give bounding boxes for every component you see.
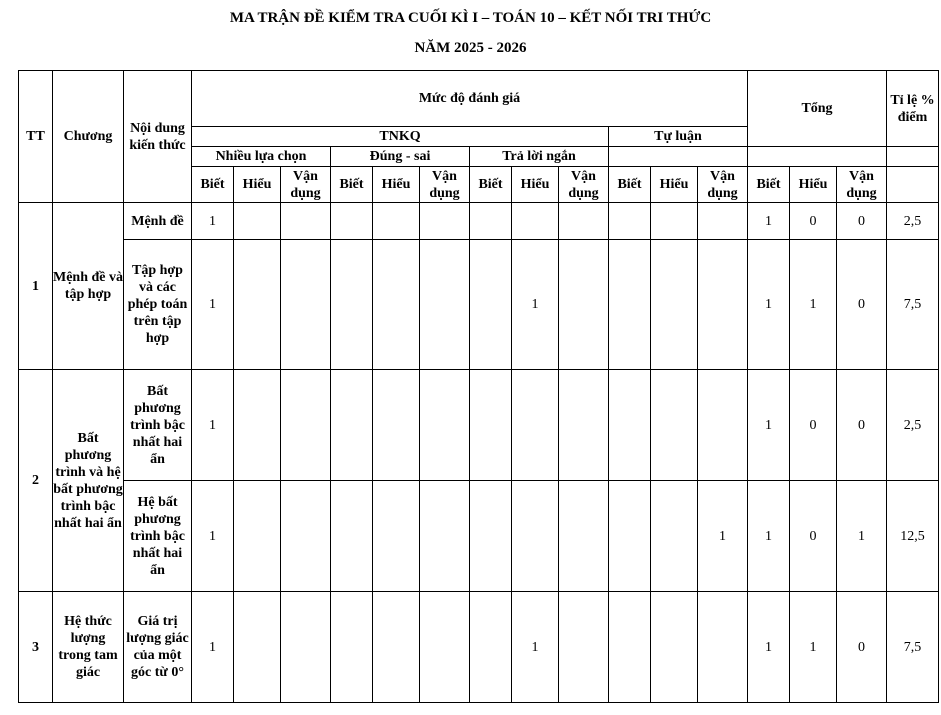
header-noi-dung: Nội dung kiến thức: [124, 71, 192, 203]
cell-tong-van-dung: 1: [837, 481, 887, 592]
cell-tong-hieu: 0: [790, 370, 837, 481]
cell-value: [281, 592, 331, 703]
cell-value: 1: [192, 203, 234, 240]
cell-value: [559, 240, 609, 370]
cell-tong-van-dung: 0: [837, 203, 887, 240]
header-hieu: Hiểu: [790, 167, 837, 203]
header-tu-luan-spacer: [609, 147, 748, 167]
cell-value: [420, 481, 470, 592]
header-biet: Biết: [192, 167, 234, 203]
cell-value: [512, 481, 559, 592]
header-tt: TT: [19, 71, 53, 203]
cell-value: [470, 240, 512, 370]
cell-value: [331, 203, 373, 240]
cell-value: 1: [512, 592, 559, 703]
header-van-dung: Vận dụng: [281, 167, 331, 203]
cell-value: [373, 240, 420, 370]
cell-ti-le: 7,5: [887, 240, 939, 370]
cell-value: [420, 203, 470, 240]
cell-tong-van-dung: 0: [837, 592, 887, 703]
cell-tong-hieu: 0: [790, 203, 837, 240]
cell-noi-dung: Tập hợp và các phép toán trên tập hợp: [124, 240, 192, 370]
cell-noi-dung: Giá trị lượng giác của một góc từ 0°: [124, 592, 192, 703]
header-tu-luan: Tự luận: [609, 127, 748, 147]
cell-chuong: Bất phương trình và hệ bất phương trình bậc nhất hai ẩn: [53, 370, 124, 592]
cell-value: [698, 592, 748, 703]
table-row: [19, 203, 939, 240]
cell-value: 1: [192, 592, 234, 703]
cell-tt: 1: [19, 203, 53, 370]
header-tong-spacer: [748, 147, 887, 167]
cell-value: [470, 370, 512, 481]
cell-value: [373, 481, 420, 592]
cell-ti-le: 7,5: [887, 592, 939, 703]
table-row: [19, 481, 939, 592]
cell-chuong: Hệ thức lượng trong tam giác: [53, 592, 124, 703]
cell-value: [331, 240, 373, 370]
cell-ti-le: 12,5: [887, 481, 939, 592]
cell-chuong: Mệnh đề và tập hợp: [53, 203, 124, 370]
cell-value: [609, 481, 651, 592]
cell-value: [470, 203, 512, 240]
header-hieu: Hiểu: [512, 167, 559, 203]
cell-value: [373, 370, 420, 481]
header-nhieu-lua-chon: Nhiều lựa chọn: [192, 147, 331, 167]
cell-value: [651, 203, 698, 240]
cell-tong-biet: 1: [748, 370, 790, 481]
header-chuong: Chương: [53, 71, 124, 203]
cell-value: [420, 370, 470, 481]
table-row: [19, 370, 939, 481]
cell-value: 1: [192, 481, 234, 592]
document-title: MA TRẬN ĐỀ KIỂM TRA CUỐI KÌ I – TOÁN 10 – KẾT NỐI TRI THỨC: [229, 10, 712, 26]
cell-value: [281, 481, 331, 592]
cell-tong-biet: 1: [748, 240, 790, 370]
document-year: NĂM 2025 - 2026: [414, 40, 527, 56]
exam-matrix-table: [18, 70, 939, 703]
cell-value: [373, 592, 420, 703]
header-biet: Biết: [609, 167, 651, 203]
cell-tong-hieu: 0: [790, 481, 837, 592]
header-tong: Tổng: [748, 71, 887, 147]
cell-value: [420, 240, 470, 370]
cell-value: [420, 592, 470, 703]
header-hieu: Hiểu: [651, 167, 698, 203]
cell-value: [234, 203, 281, 240]
cell-value: [234, 240, 281, 370]
header-tra-loi-ngan: Trả lời ngắn: [470, 147, 609, 167]
cell-value: [281, 203, 331, 240]
cell-value: [470, 481, 512, 592]
cell-noi-dung: Mệnh đề: [124, 203, 192, 240]
cell-value: [651, 240, 698, 370]
cell-ti-le: 2,5: [887, 203, 939, 240]
cell-tong-van-dung: 0: [837, 240, 887, 370]
cell-tt: 3: [19, 592, 53, 703]
cell-tt: 2: [19, 370, 53, 592]
cell-value: 1: [512, 240, 559, 370]
cell-value: [373, 203, 420, 240]
header-tnkq: TNKQ: [192, 127, 609, 147]
cell-value: [698, 240, 748, 370]
header-ti-le: Tỉ lệ % điểm: [887, 71, 939, 147]
header-ti-le-spacer: [887, 167, 939, 203]
cell-tong-hieu: 1: [790, 592, 837, 703]
header-hieu: Hiểu: [373, 167, 420, 203]
cell-value: 1: [192, 370, 234, 481]
cell-noi-dung: Bất phương trình bậc nhất hai ẩn: [124, 370, 192, 481]
header-biet: Biết: [331, 167, 373, 203]
cell-tong-biet: 1: [748, 203, 790, 240]
cell-value: [698, 203, 748, 240]
cell-value: [651, 481, 698, 592]
cell-ti-le: 2,5: [887, 370, 939, 481]
cell-tong-biet: 1: [748, 592, 790, 703]
cell-value: [234, 370, 281, 481]
header-van-dung: Vận dụng: [420, 167, 470, 203]
cell-value: [281, 240, 331, 370]
cell-tong-hieu: 1: [790, 240, 837, 370]
cell-value: 1: [698, 481, 748, 592]
header-biet: Biết: [470, 167, 512, 203]
cell-noi-dung: Hệ bất phương trình bậc nhất hai ẩn: [124, 481, 192, 592]
cell-value: 1: [192, 240, 234, 370]
header-hieu: Hiểu: [234, 167, 281, 203]
cell-value: [559, 370, 609, 481]
cell-value: [609, 203, 651, 240]
cell-value: [559, 592, 609, 703]
cell-tong-van-dung: 0: [837, 370, 887, 481]
cell-value: [234, 592, 281, 703]
header-van-dung: Vận dụng: [698, 167, 748, 203]
cell-value: [609, 370, 651, 481]
cell-value: [331, 592, 373, 703]
cell-value: [470, 592, 512, 703]
header-biet: Biết: [748, 167, 790, 203]
header-dung-sai: Đúng - sai: [331, 147, 470, 167]
header-van-dung: Vận dụng: [837, 167, 887, 203]
cell-tong-biet: 1: [748, 481, 790, 592]
cell-value: [331, 481, 373, 592]
table-row: [19, 240, 939, 370]
cell-value: [331, 370, 373, 481]
cell-value: [609, 240, 651, 370]
cell-value: [651, 592, 698, 703]
table-row: [19, 592, 939, 703]
cell-value: [559, 481, 609, 592]
cell-value: [698, 370, 748, 481]
cell-value: [651, 370, 698, 481]
cell-value: [281, 370, 331, 481]
cell-value: [512, 203, 559, 240]
cell-value: [559, 203, 609, 240]
header-van-dung: Vận dụng: [559, 167, 609, 203]
cell-value: [609, 592, 651, 703]
header-ti-le-spacer: [887, 147, 939, 167]
cell-value: [512, 370, 559, 481]
header-muc-do: Mức độ đánh giá: [192, 71, 748, 127]
cell-value: [234, 481, 281, 592]
